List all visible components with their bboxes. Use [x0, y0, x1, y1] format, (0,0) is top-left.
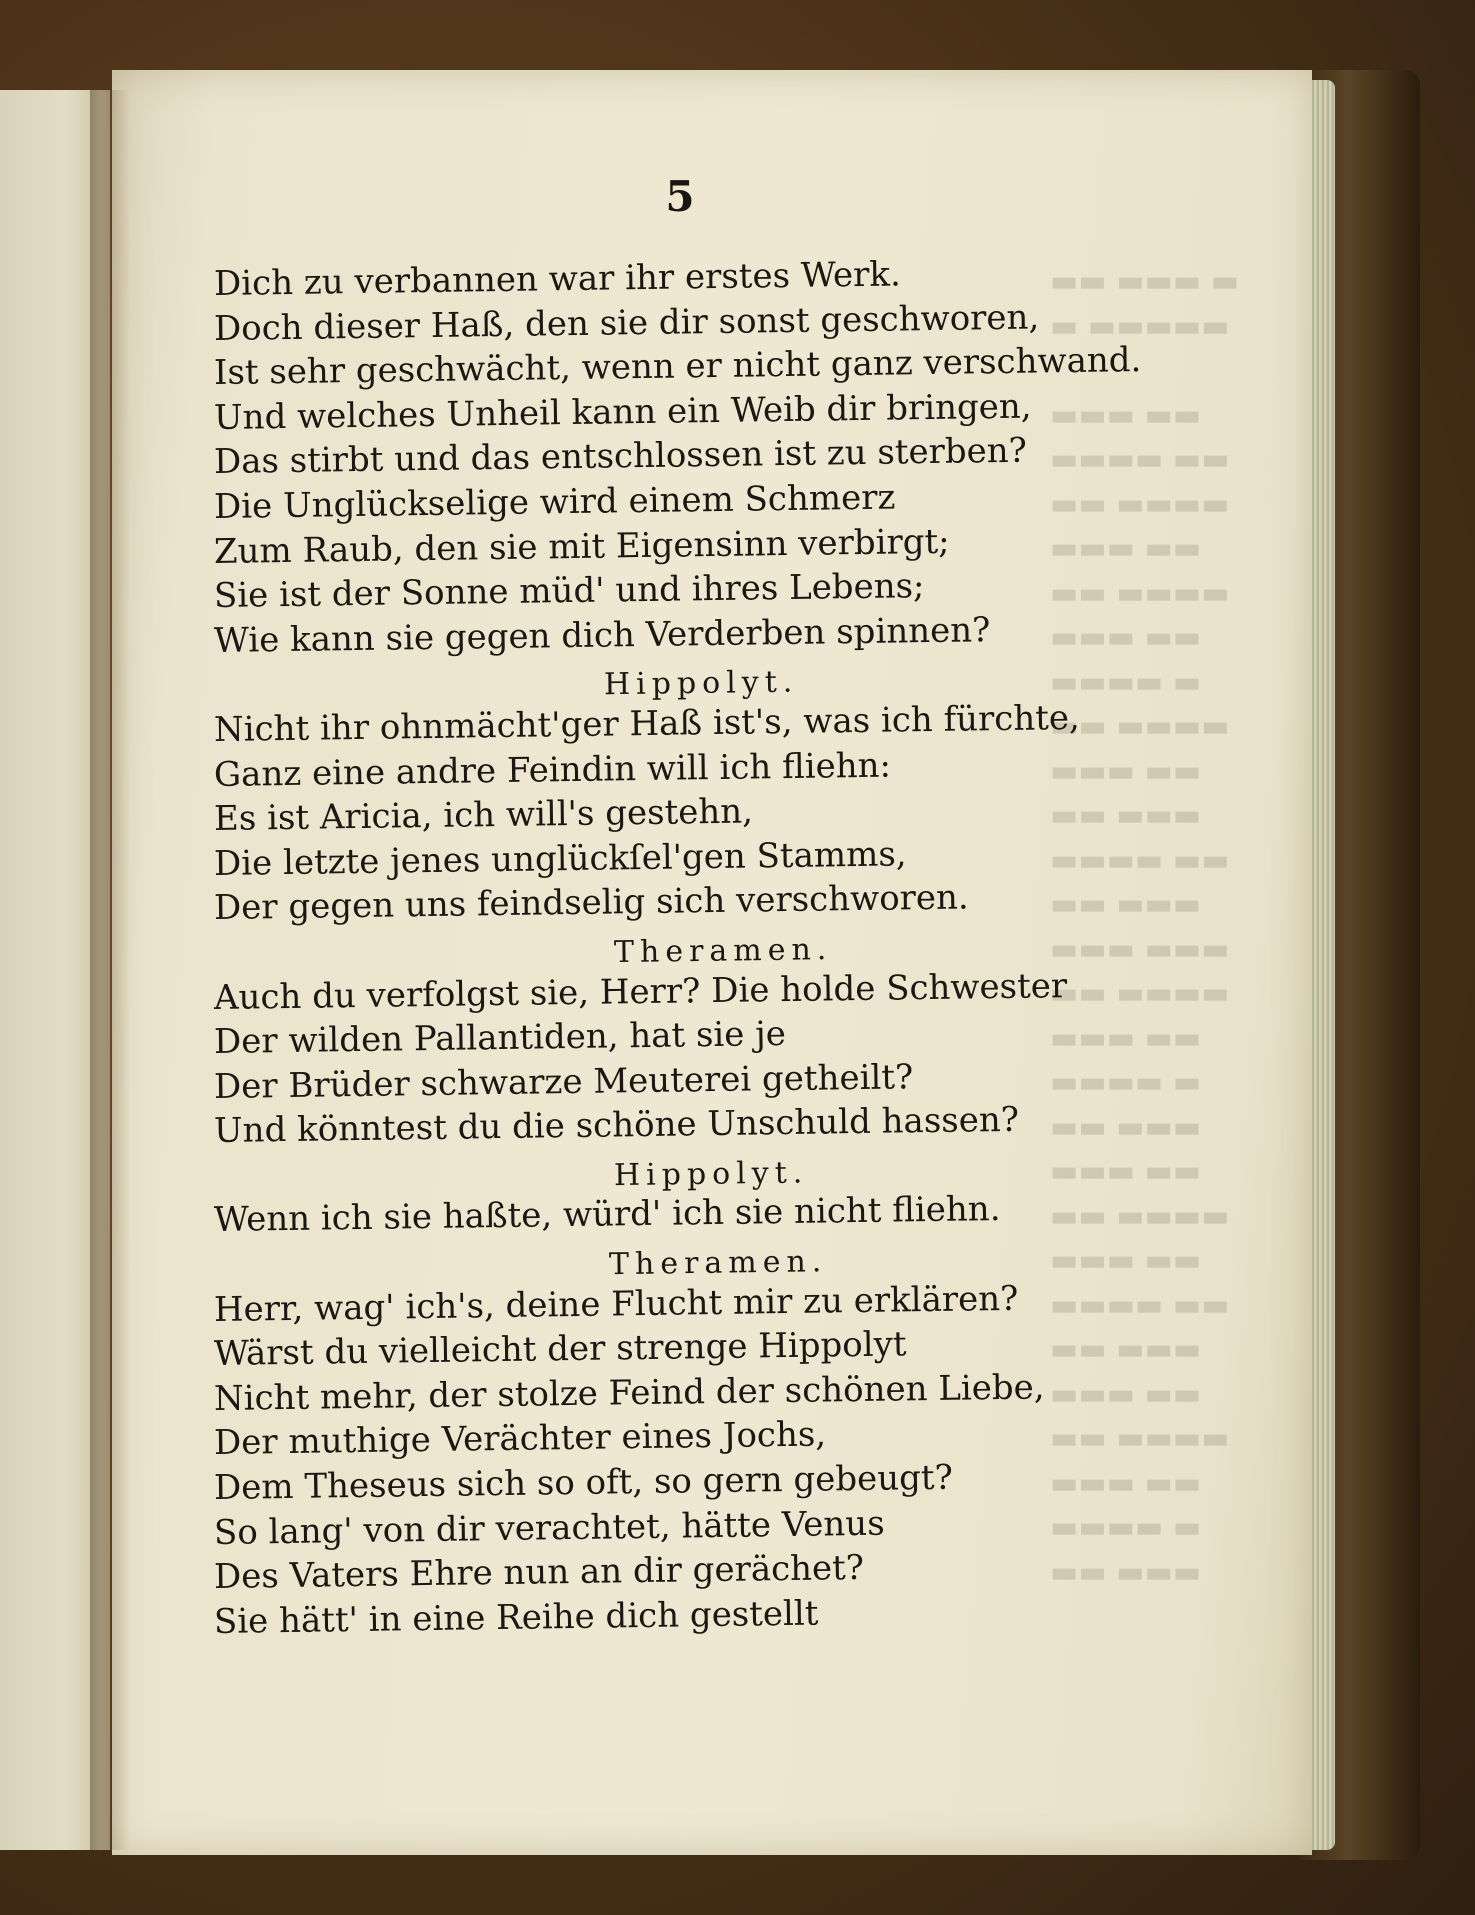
verse-line: Der muthige Verächter eines Jochs, — [213, 1414, 827, 1464]
show-through: ▬▬ ▬▬▬ ▬ ▬ ▬▬▬▬▬ ▬▬▬ ▬▬ ▬▬▬▬ ▬▬ ▬▬ ▬▬▬▬ ▬▬▬ ▬▬ ▬▬ ▬▬▬▬ ▬▬▬ ▬▬ ▬▬▬▬ ▬ ▬▬ ▬▬▬▬ ▬▬▬ ▬▬ ▬▬ ▬▬▬ ▬▬▬▬ ▬▬ ▬▬ ▬▬▬ ▬▬▬ ▬▬▬ ▬▬ ▬▬▬▬ ▬▬▬ ▬▬ ▬▬▬▬ ▬ ▬▬ ▬▬▬ ▬▬▬ ▬▬ ▬▬ ▬▬▬▬ ▬▬▬ ▬▬ ▬▬▬▬ ▬▬ ▬▬ ▬▬▬ ▬▬▬ ▬▬ ▬▬ ▬▬▬▬ ▬▬▬ ▬▬ ▬▬▬▬ ▬ ▬▬ ▬▬▬ — [1050, 264, 1240, 1590]
verse-line: Das stirbt und das entschlossen ist zu sterben? — [213, 431, 1028, 483]
speaker-heading: Theramen. — [613, 931, 833, 971]
verse-line: Die Unglückselige wird einem Schmerz — [213, 477, 896, 527]
verse-line: Auch du verfolgst sie, Herr? Die holde Schwester — [213, 965, 1068, 1018]
verse-line: Der wilden Pallantiden, hat sie je — [213, 1014, 787, 1063]
verse-line: Und welches Unheil kann ein Weib dir bringen, — [213, 386, 1032, 438]
verse-line: Ganz eine andre Feindin will ich fliehn: — [213, 745, 892, 795]
verse-line: Der gegen uns feindselig sich verschworen. — [213, 877, 969, 929]
speaker-heading: Hippolyt. — [613, 1155, 809, 1194]
verse-line: Nicht ihr ohnmächt'ger Haß ist's, was ich fürchte, — [213, 697, 1081, 750]
page-number: 5 — [665, 172, 695, 221]
verse-line: Dich zu verbannen war ihr erstes Werk. — [213, 254, 902, 304]
verse-line: Dem Theseus sich so oft, so gern gebeugt? — [213, 1457, 954, 1509]
verse-line: Wie kann sie gegen dich Verderben spinnen? — [213, 609, 991, 661]
verse-line: Und könntest du die schöne Unschuld hassen? — [213, 1100, 1020, 1152]
verse-line: Sie ist der Sonne müd' und ihres Lebens; — [213, 566, 925, 617]
speaker-heading: Theramen. — [608, 1244, 828, 1283]
verse-line: Doch dieser Haß, den sie dir sonst geschworen, — [213, 297, 1040, 349]
verse-line: Wärst du vielleicht der strenge Hippolyt — [213, 1324, 907, 1375]
verse-line: Es ist Aricia, ich will's gestehn, — [213, 791, 754, 840]
verse-line: So lang' von dir verachtet, hätte Venus — [213, 1503, 885, 1553]
verse-line: Wenn ich sie haßte, würd' ich sie nicht fliehn. — [213, 1189, 1001, 1241]
gutter-shadow — [90, 90, 130, 1850]
verse-line: Zum Raub, den sie mit Eigensinn verbirgt; — [213, 521, 950, 572]
verse-line: Die letzte jenes unglückſel'gen Stamms, — [213, 834, 907, 884]
verse-line: Des Vaters Ehre nun an dir gerächet? — [213, 1548, 865, 1598]
verse-line: Herr, wag' ich's, deine Flucht mir zu erklären? — [213, 1278, 1019, 1330]
verse-line: Sie hätt' in eine Reihe dich gestellt — [213, 1593, 819, 1642]
verse-text — [213, 254, 1142, 1644]
speaker-heading: Hippolyt. — [603, 664, 799, 703]
verse-line: Nicht mehr, der stolze Feind der schönen Liebe, — [213, 1367, 1045, 1419]
verse-line: Der Brüder schwarze Meuterei getheilt? — [213, 1056, 914, 1107]
verse-line: Ist sehr geschwächt, wenn er nicht ganz verschwand. — [213, 340, 1142, 394]
